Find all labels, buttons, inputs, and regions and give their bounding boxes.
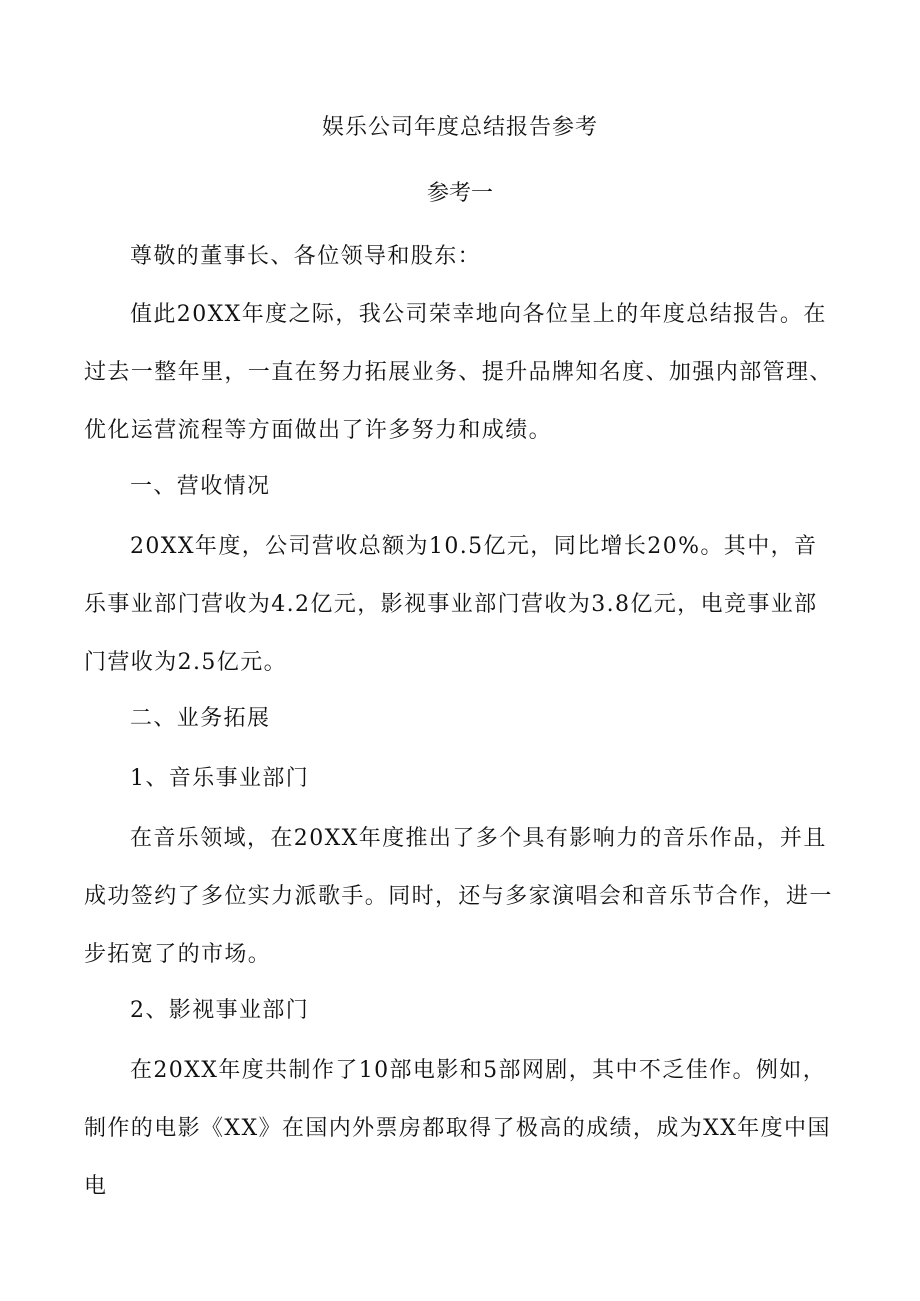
section-1-heading: 一、营收情况 bbox=[130, 474, 271, 499]
section-2-heading: 二、业务拓展 bbox=[130, 706, 271, 731]
subsection-1-heading: 1、音乐事业部门 bbox=[130, 766, 310, 791]
document-title: 娱乐公司年度总结报告参考 bbox=[321, 115, 598, 140]
intro-paragraph: 值此20XX年度之际，我公司荣幸地向各位呈上的年度总结报告。在过去一整年里，一直在努力拓展业务、提升品牌知名度、加强内部管理、优化运营流程等方面做出了许多努力和成绩。 bbox=[84, 302, 833, 443]
document-subtitle: 参考一 bbox=[426, 181, 493, 206]
subsection-2-paragraph: 在20XX年度共制作了10部电影和5部网剧，其中不乏佳作。例如，制作的电影《XX》在国内外票房都取得了极高的成绩，成为XX年度中国电 bbox=[84, 1058, 831, 1199]
subsection-2-heading: 2、影视事业部门 bbox=[130, 998, 310, 1023]
subsection-1-paragraph: 在音乐领域，在20XX年度推出了多个具有影响力的音乐作品，并且成功签约了多位实力派歌手。同时，还与多家演唱会和音乐节合作，进一步拓宽了的市场。 bbox=[84, 826, 833, 967]
salutation: 尊敬的董事长、各位领导和股东： bbox=[130, 244, 482, 269]
section-1-paragraph: 20XX年度，公司营收总额为10.5亿元，同比增长20%。其中，音乐事业部门营收为4.2亿元，影视事业部门营收为3.8亿元，电竞事业部门营收为2.5亿元。 bbox=[84, 534, 818, 675]
